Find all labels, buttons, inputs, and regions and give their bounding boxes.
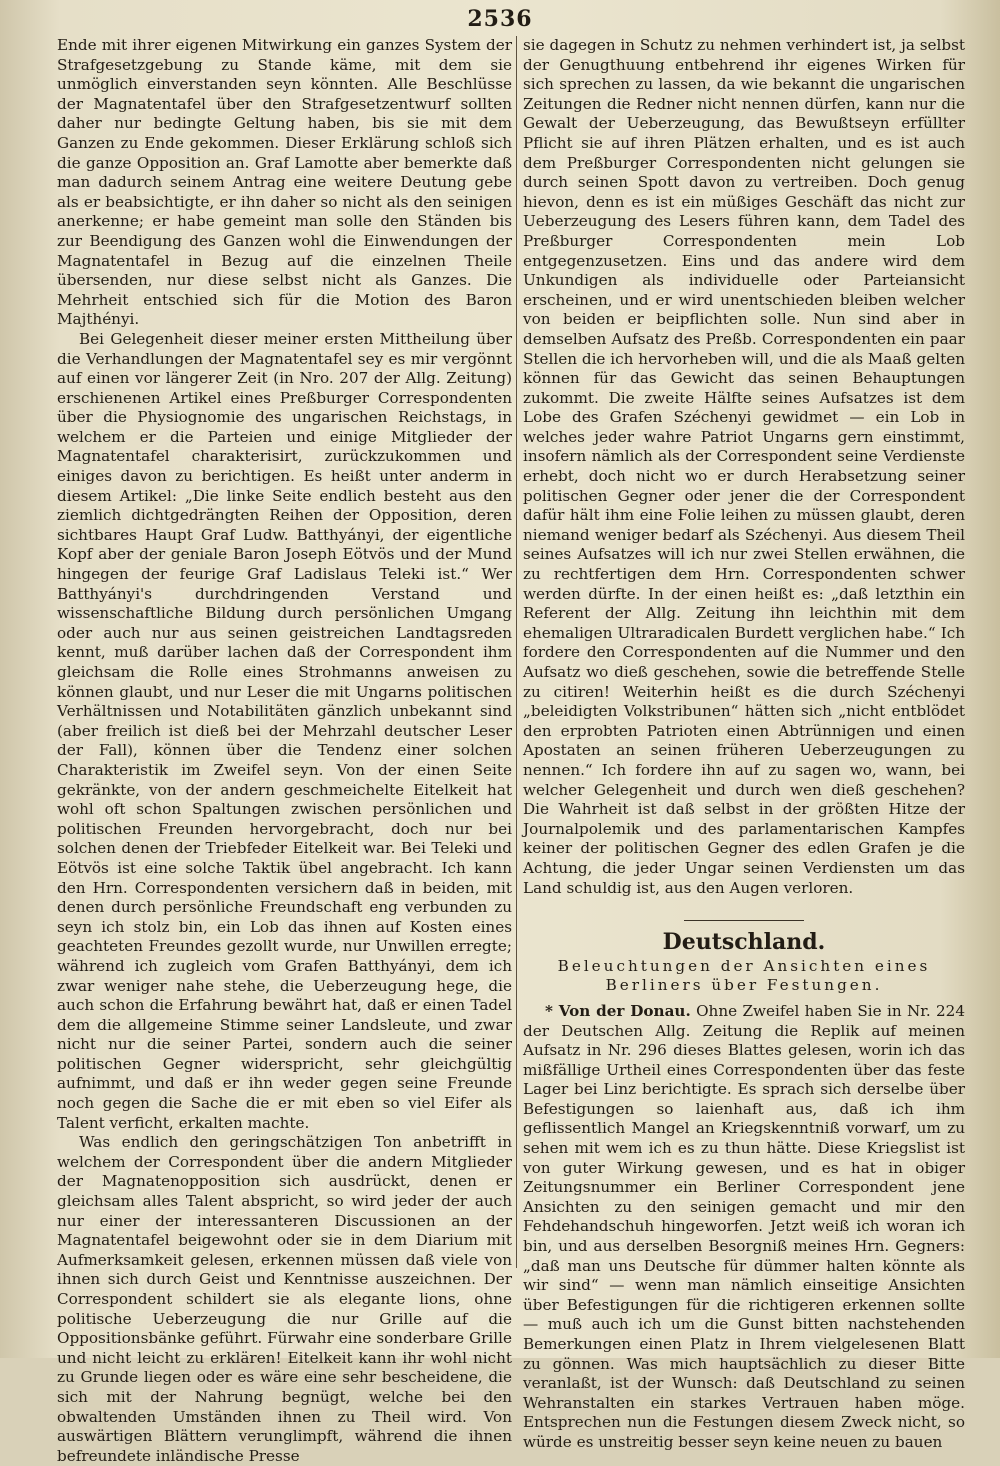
paragraph: sie dagegen in Schutz zu nehmen verhindert ist, ja selbst der Genugthuung entbehrend ihr eigenes Wirken für sich sprechen zu lassen, da wie bekannt die ungarischen Zeitungen die Redner nicht nennen dürfen, kann nur die Gewalt der Ueberzeugung, das Bewußtseyn erfüllter Pflicht sie auf ihren Plätzen erhalten, und es ist auch dem Preßburger Correspondenten nicht gelungen sie durch seinen Spott davon zu vertreiben. Doch genug hievon, denn es ist ein müßiges Geschäft das nicht zur Ueberzeugung des Lesers führen kann, dem Tadel des Preßburger Correspondenten mein Lob entgegenzusetzen. Eins und das andere wird dem Unkundigen als individuelle oder Parteiansicht erscheinen, und er wird unentschieden bleiben welcher von beiden er beipflichten solle. Nun sind aber in demselben Aufsatz des Preßb. Correspondenten ein paar Stellen die ich hervorheben will, und die als Maaß gelten können für das Gewicht das seinen Behauptungen zukommt. Die zweite Hälfte seines Aufsatzes ist dem Lobe des Grafen Széchenyi gewidmet — ein Lob in welches jeder wahre Patriot Ungarns gern einstimmt, insofern nämlich als der Correspondent seine Verdienste erhebt, doch nicht wo er durch Herabsetzung seiner politischen Gegner oder jener die der Correspondent dafür hält ihm eine Folie leihen zu müssen glaubt, deren niemand weniger bedarf als Széchenyi. Aus diesem Theil seines Aufsatzes will ich nur zwei Stellen erwähnen, die zu rechtfertigen dem Hrn. Correspondenten schwer werden dürfte. In der einen heißt es: „daß letzthin ein Referent der Allg. Zeitung ihn leichthin mit dem ehemaligen Ultraradicalen Burdett verglichen habe.“ Ich fordere den Correspondenten auf die Nummer und den Aufsatz wo dieß geschehen, sowie die betreffende Stelle zu citiren! Weiterhin heißt es die durch Széchenyi „beleidigten Volkstribunen“ hätten sich „nicht entblödet den erprobten Patrioten einen Abtrünnigen und einen Apostaten an seinen früheren Ueberzeugungen zu nennen.“ Ich fordere ihn auf zu sagen wo, wann, bei welcher Gelegenheit und durch wen dieß geschehen? Die Wahrheit ist daß selbst in der größten Hitze der Journalpolemik und des parlamentarischen Kampfes keiner der politischen Gegner des edlen Grafen je die Achtung, die jeder Ungar seinen Verdiensten um das Land schuldig ist, aus den Augen verloren. (523, 36, 965, 897)
paragraph: Was endlich den geringschätzigen Ton anbetrifft in welchem der Correspondent über die andern Mitglieder der Magnatenopposition sich ausdrückt, denen er gleichsam alles Talent abspricht, so wird jeder der auch nur einer der interessanteren Discussionen an der Magnatentafel beigewohnt oder sie in dem Diarium mit Aufmerksamkeit gelesen, erkennen müssen daß viele von ihnen sich durch Geist und Kenntnisse auszeichnen. Der Correspondent schildert sie als elegante lions, ohne politische Ueberzeugung die nur Grille auf die Oppositionsbänke geführt. Fürwahr eine sonderbare Grille und nicht leicht zu erklären! Eitelkeit kann ihr wohl nicht zu Grunde liegen oder es wäre eine sehr bescheidene, die sich mit der Nahrung begnügt, welche bei den obwaltenden Umständen ihnen zu Theil wird. Von auswärtigen Blättern verunglimpft, während die ihnen befreundete inländische Presse (57, 1133, 512, 1465)
article-paragraph (523, 1002, 965, 1453)
page-number: 2536 (467, 6, 533, 32)
left-column (57, 36, 512, 1466)
section-separator (684, 920, 804, 921)
section-title: Deutschland. (662, 929, 826, 956)
paragraph: Bei Gelegenheit dieser meiner ersten Mittheilung über die Verhandlungen der Magnatentafel sey es mir vergönnt auf einen vor längerer Zeit (in Nro. 207 der Allg. Zeitung) erschienenen Artikel eines Preßburger Correspondenten über die Physiognomie des ungarischen Reichstags, in welchem er die Parteien und einige Mitglieder der Magnatentafel charakterisirt, zurückzukommen und einiges davon zu berichtigen. Es heißt unter anderm in diesem Artikel: „Die linke Seite endlich besteht aus den ziemlich dichtgedrängten Reihen der Opposition, deren sichtbares Haupt Graf Ludw. Batthyányi, der eigentliche Kopf aber der geniale Baron Joseph Eötvös und der Mund hingegen der feurige Graf Ladislaus Teleki ist.“ Wer Batthyányi's durchdringenden Verstand und wissenschaftliche Bildung durch persönlichen Umgang oder auch nur aus seinen geistreichen Landtagsreden kennt, muß darüber lachen daß der Correspondent ihm gleichsam die Rolle eines Strohmanns anweisen zu können glaubt, und nur Leser die mit Ungarns politischen Verhältnissen und Notabilitäten gänzlich unbekannt sind (aber freilich ist dieß bei der Mehrzahl deutscher Leser der Fall), können über die Tendenz einer solchen Charakteristik im Zweifel seyn. Von der einen Seite gekränkte, von der andern geschmeichelte Eitelkeit hat wohl oft schon Spaltungen zwischen persönlichen und politischen Freunden hervorgebracht, doch nur bei solchen denen der Triebfeder Eitelkeit war. Bei Teleki und Eötvös ist eine solche Taktik übel angebracht. Ich kann den Hrn. Correspondenten versichern daß in beiden, mit denen durch persönliche Freundschaft eng verbunden zu seyn ich stolz bin, ein Lob das ihnen auf Kosten eines geachteten Freundes gezollt wurde, nur Unwillen erregte; während ich zugleich vom Grafen Batthyányi, dem ich zwar weniger nahe stehe, die Ueberzeugung hege, die auch schon die Erfahrung bewährt hat, daß er einen Tadel dem die allgemeine Stimme seiner Landsleute, und zwar nicht nur die seiner Partei, sondern auch die seiner politischen Gegner widerspricht, sehr gleichgültig aufnimmt, und daß er ihn weder gegen seine Freunde noch gegen die Sache die er mit eben so viel Eifer als Talent verficht, erkalten machte. (57, 329, 512, 1132)
right-column (523, 36, 965, 1453)
paragraph: Ende mit ihrer eigenen Mitwirkung ein ganzes System der Strafgesetzgebung zu Stande käme, mit dem sie unmöglich einverstanden seyn könnten. Alle Beschlüsse der Magnatentafel über den Strafgesetzentwurf sollten daher nur bedingte Geltung haben, bis sie mit dem Ganzen zu Ende gekommen. Dieser Erklärung schloß sich die ganze Opposition an. Graf Lamotte aber bemerkte daß man dadurch seinem Antrag eine weitere Deutung gebe als er beabsichtigte, er ihn daher so nicht als den seinigen anerkenne; er habe gemeint man solle den Ständen bis zur Beendigung des Ganzen wohl die Einwendungen der Magnatentafel in Bezug auf die einzelnen Theile übersenden, nur diese selbst nicht als Ganzes. Die Mehrheit entschied sich für die Motion des Baron Majthényi. (57, 36, 512, 329)
article-dateline: * Von der Donau. (545, 1001, 691, 1020)
column-divider (516, 36, 517, 1268)
article-text: Ohne Zweifel haben Sie in Nr. 224 der Deutschen Allg. Zeitung die Replik auf meinen Aufsatz in Nr. 296 dieses Blattes gelesen, worin ich das mißfällige Urtheil eines Correspondenten über das feste Lager bei Linz berichtigte. Es sprach sich derselbe über Befestigungen so laienhaft aus, daß ich ihm geflissentlich Mangel an Kriegskenntniß vorwarf, um zu sehen mit wem ich es zu thun hätte. Diese Kriegslist ist von guter Wirkung gewesen, und es hat in obiger Zeitungsnummer ein Berliner Correspondent jene Ansichten zu den seinigen gemacht und mir den Fehdehandschuh hingeworfen. Jetzt weiß ich woran ich bin, und aus derselben Besorgniß meines Hrn. Gegners: „daß man uns Deutsche für dümmer halten könnte als wir sind“ — wenn man nämlich einseitige Ansichten über Befestigungen für die richtigeren erkennen sollte — muß auch ich um die Gunst bitten nachstehenden Bemerkungen einen Platz in Ihrem vielgelesenen Blatt zu gönnen. Was mich hauptsächlich zu dieser Bitte veranlaßt, ist der Wunsch: daß Deutschland zu seinen Wehranstalten ein starkes Vertrauen haben möge. Entsprechen nun die Festungen diesem Zweck nicht, so würde es unstreitig besser seyn keine neuen zu bauen (523, 1001, 966, 1451)
article-title: Beleuchtungen der Ansichten eines Berliners über Festungen. (557, 956, 931, 995)
